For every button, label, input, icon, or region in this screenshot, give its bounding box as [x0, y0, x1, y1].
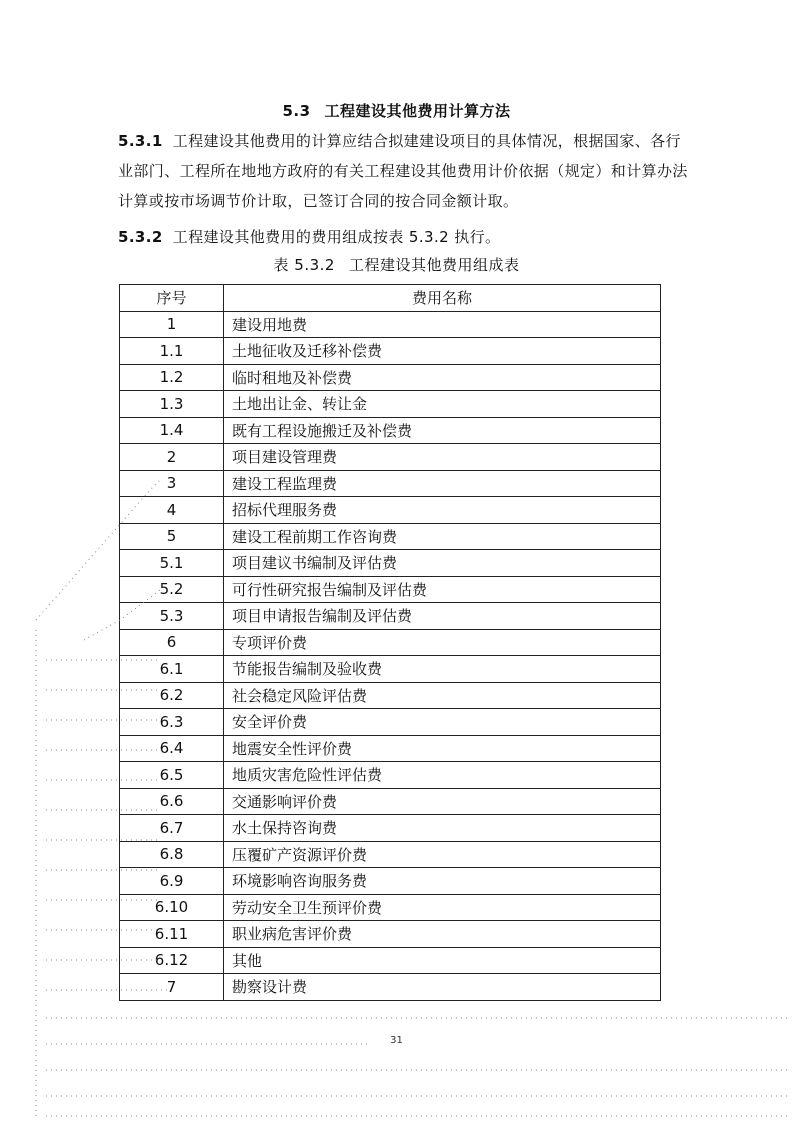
serial-number-cell: 6.9	[120, 868, 224, 895]
table-row	[120, 735, 661, 762]
cost-name-cell: 其他	[224, 947, 661, 974]
table-row	[120, 682, 661, 709]
serial-number-cell: 4	[120, 497, 224, 524]
serial-number-cell: 6.8	[120, 841, 224, 868]
serial-number-cell: 6.10	[120, 894, 224, 921]
clause-text: 工程建设其他费用的费用组成按表 5.3.2 执行。	[172, 228, 501, 246]
serial-number-cell: 6.1	[120, 656, 224, 683]
cost-name-cell: 压覆矿产资源评价费	[224, 841, 661, 868]
cost-name-cell: 土地征收及迁移补偿费	[224, 338, 661, 365]
serial-number-cell: 1.4	[120, 417, 224, 444]
serial-number-cell: 6.11	[120, 921, 224, 948]
section-heading	[0, 100, 793, 121]
serial-number-cell: 1	[120, 311, 224, 338]
header-cost-name: 费用名称	[224, 285, 661, 312]
serial-number-cell: 6.5	[120, 762, 224, 789]
table-row	[120, 841, 661, 868]
serial-number-cell: 1.3	[120, 391, 224, 418]
serial-number-cell: 6.4	[120, 735, 224, 762]
section-title: 工程建设其他费用计算方法	[324, 102, 511, 120]
cost-name-cell: 地震安全性评价费	[224, 735, 661, 762]
table-row	[120, 815, 661, 842]
table-row	[120, 444, 661, 471]
table-row	[120, 523, 661, 550]
clause-text: 工程建设其他费用的计算应结合拟建建设项目的具体情况，根据国家、各行业部门、工程所在地地方政府的有关工程建设其他费用计价依据（规定）和计算办法计算或按市场调节价计取，已签订合同的按合同金额计取。	[118, 132, 688, 210]
table-row	[120, 470, 661, 497]
serial-number-cell: 1.2	[120, 364, 224, 391]
table-header-row	[120, 285, 661, 312]
cost-name-cell: 临时租地及补偿费	[224, 364, 661, 391]
cost-name-cell: 建设工程前期工作咨询费	[224, 523, 661, 550]
cost-name-cell: 劳动安全卫生预评价费	[224, 894, 661, 921]
table-row	[120, 364, 661, 391]
cost-name-cell: 交通影响评价费	[224, 788, 661, 815]
cost-name-cell: 地质灾害危险性评估费	[224, 762, 661, 789]
serial-number-cell: 5	[120, 523, 224, 550]
paragraph-5-3-1	[118, 126, 688, 216]
cost-name-cell: 勘察设计费	[224, 974, 661, 1001]
table-row	[120, 603, 661, 630]
cost-composition-table	[119, 284, 661, 1001]
page-number: 31	[390, 1035, 403, 1046]
serial-number-cell: 6.12	[120, 947, 224, 974]
table-row	[120, 391, 661, 418]
table-row	[120, 338, 661, 365]
cost-name-cell: 节能报告编制及验收费	[224, 656, 661, 683]
table-row	[120, 656, 661, 683]
cost-name-cell: 水土保持咨询费	[224, 815, 661, 842]
table-row	[120, 974, 661, 1001]
cost-name-cell: 可行性研究报告编制及评估费	[224, 576, 661, 603]
serial-number-cell: 5.2	[120, 576, 224, 603]
cost-name-cell: 建设用地费	[224, 311, 661, 338]
cost-name-cell: 土地出让金、转让金	[224, 391, 661, 418]
serial-number-cell: 2	[120, 444, 224, 471]
table-row	[120, 417, 661, 444]
table-row	[120, 550, 661, 577]
table-row	[120, 497, 661, 524]
table-caption-number: 表 5.3.2	[273, 256, 335, 274]
table-row	[120, 947, 661, 974]
cost-name-cell: 项目建议书编制及评估费	[224, 550, 661, 577]
clause-number: 5.3.1	[118, 132, 163, 150]
cost-name-cell: 安全评价费	[224, 709, 661, 736]
table-row	[120, 921, 661, 948]
table-body	[120, 311, 661, 1000]
header-serial-number: 序号	[120, 285, 224, 312]
cost-name-cell: 环境影响咨询服务费	[224, 868, 661, 895]
serial-number-cell: 6.3	[120, 709, 224, 736]
serial-number-cell: 6.6	[120, 788, 224, 815]
cost-name-cell: 社会稳定风险评估费	[224, 682, 661, 709]
table-row	[120, 788, 661, 815]
serial-number-cell: 6.2	[120, 682, 224, 709]
table-caption	[0, 254, 793, 275]
cost-name-cell: 职业病危害评价费	[224, 921, 661, 948]
table-row	[120, 762, 661, 789]
table-row	[120, 311, 661, 338]
serial-number-cell: 3	[120, 470, 224, 497]
table-row	[120, 629, 661, 656]
cost-name-cell: 项目建设管理费	[224, 444, 661, 471]
cost-name-cell: 建设工程监理费	[224, 470, 661, 497]
serial-number-cell: 1.1	[120, 338, 224, 365]
cost-name-cell: 项目申请报告编制及评估费	[224, 603, 661, 630]
serial-number-cell: 5.1	[120, 550, 224, 577]
clause-number: 5.3.2	[118, 228, 163, 246]
serial-number-cell: 7	[120, 974, 224, 1001]
serial-number-cell: 6.7	[120, 815, 224, 842]
cost-name-cell: 招标代理服务费	[224, 497, 661, 524]
serial-number-cell: 6	[120, 629, 224, 656]
table-row	[120, 709, 661, 736]
cost-name-cell: 既有工程设施搬迁及补偿费	[224, 417, 661, 444]
table-caption-title: 工程建设其他费用组成表	[348, 256, 520, 274]
cost-name-cell: 专项评价费	[224, 629, 661, 656]
serial-number-cell: 5.3	[120, 603, 224, 630]
table-row	[120, 894, 661, 921]
paragraph-5-3-2	[118, 222, 688, 252]
table-row	[120, 576, 661, 603]
table-row	[120, 868, 661, 895]
section-number: 5.3	[282, 102, 311, 120]
